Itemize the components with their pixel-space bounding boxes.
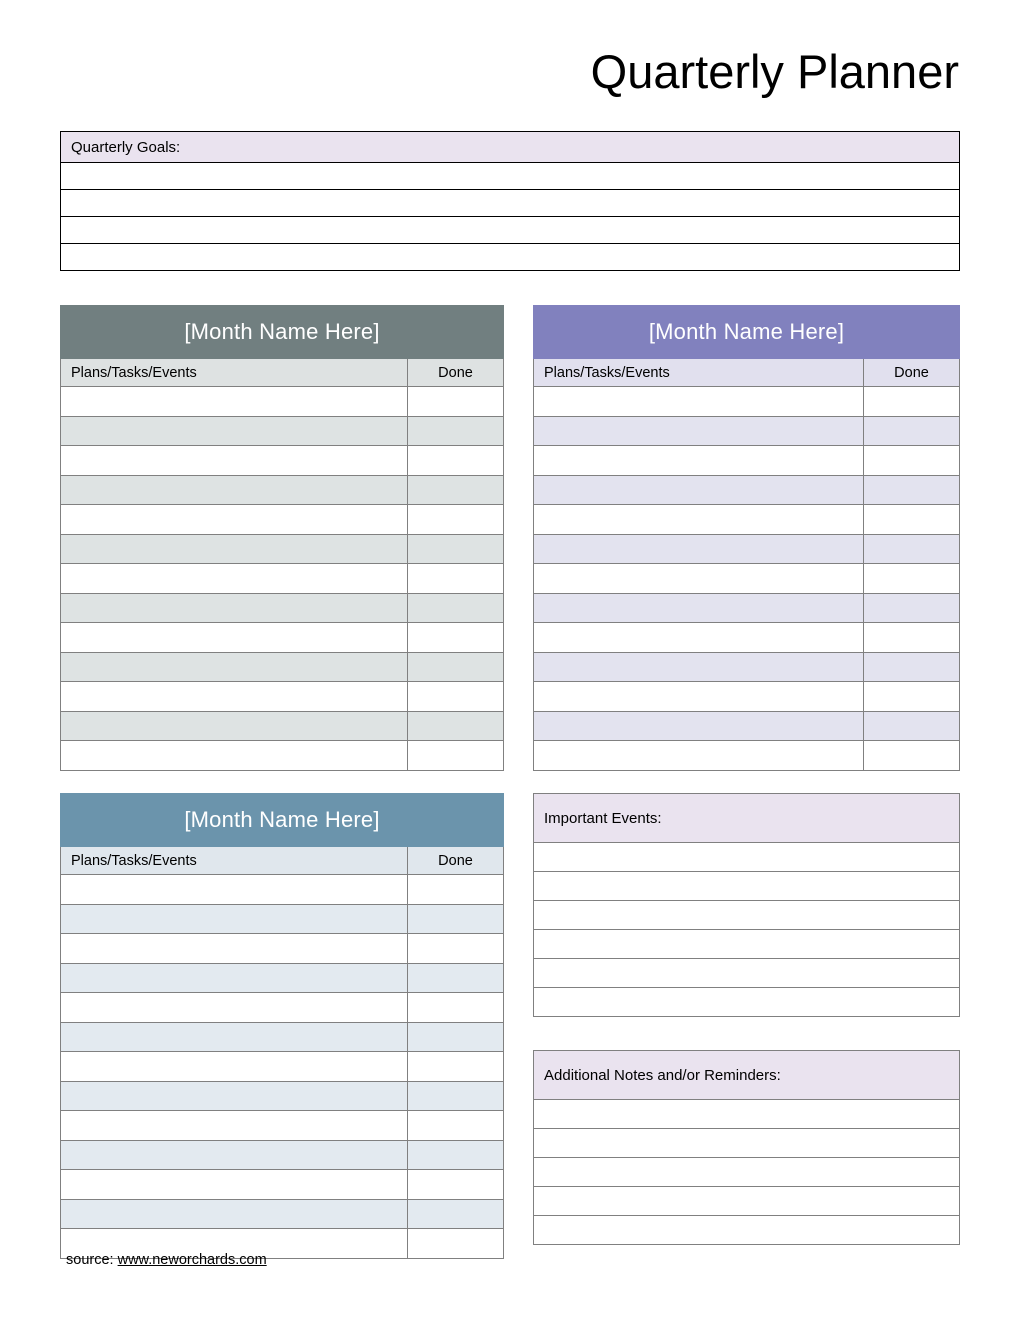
month-1-row [61, 652, 504, 682]
important-events-header-label: Important Events: [534, 794, 960, 843]
month-1-row-done-cell[interactable] [408, 505, 504, 535]
month-2-row-done-cell[interactable] [864, 741, 960, 771]
month-1-row-plan-cell[interactable] [61, 475, 408, 505]
quarterly-goals-rows [61, 163, 960, 271]
month-3-row-done-cell[interactable] [408, 875, 504, 905]
month-3-row [61, 1199, 504, 1229]
quarterly-goals-row [61, 190, 960, 217]
month-3-row-done-cell[interactable] [408, 1170, 504, 1200]
source-line [66, 1252, 267, 1268]
additional-notes-table [533, 1050, 960, 1245]
additional-notes-rows [534, 1100, 960, 1245]
month-3-row [61, 993, 504, 1023]
month-3-row-done-cell[interactable] [408, 1052, 504, 1082]
month-3-row [61, 1140, 504, 1170]
important-events-row [534, 988, 960, 1017]
quarterly-goals-row-cell[interactable] [61, 217, 960, 244]
month-2-row-plan-cell[interactable] [534, 564, 864, 594]
month-2-row [534, 564, 960, 594]
additional-notes-header-label: Additional Notes and/or Reminders: [534, 1051, 960, 1100]
additional-notes-row-cell[interactable] [534, 1158, 960, 1187]
month-2-row [534, 534, 960, 564]
month-2-row-plan-cell[interactable] [534, 416, 864, 446]
month-2-row-plan-cell[interactable] [534, 446, 864, 476]
additional-notes-row [534, 1100, 960, 1129]
month-3-rows [61, 875, 504, 1259]
month-3-row [61, 1081, 504, 1111]
month-1-row [61, 741, 504, 771]
month-3-title[interactable]: [Month Name Here] [61, 794, 504, 847]
important-events-row-cell[interactable] [534, 872, 960, 901]
month-1-row-plan-cell[interactable] [61, 711, 408, 741]
month-1-row-plan-cell[interactable] [61, 446, 408, 476]
month-1-title[interactable]: [Month Name Here] [61, 306, 504, 359]
month-2-title[interactable]: [Month Name Here] [534, 306, 960, 359]
month-1-row-plan-cell[interactable] [61, 416, 408, 446]
month-2-row-plan-cell[interactable] [534, 682, 864, 712]
month-1-row-plan-cell[interactable] [61, 387, 408, 417]
month-3-row [61, 904, 504, 934]
month-2-rows [534, 387, 960, 771]
month-1-row [61, 387, 504, 417]
month-3-column-header-row [61, 847, 504, 875]
month-2-row-done-cell[interactable] [864, 446, 960, 476]
important-events-head [534, 794, 960, 843]
month-2-row-plan-cell[interactable] [534, 387, 864, 417]
month-2-row-plan-cell[interactable] [534, 623, 864, 653]
month-3-row-done-cell[interactable] [408, 1111, 504, 1141]
month-2-row-done-cell[interactable] [864, 387, 960, 417]
month-1-title-row [61, 306, 504, 359]
quarterly-goals-header-row [61, 132, 960, 163]
additional-notes-row [534, 1216, 960, 1245]
month-2-row-plan-cell[interactable] [534, 711, 864, 741]
quarterly-goals-row [61, 163, 960, 190]
month-3-row-done-cell[interactable] [408, 1081, 504, 1111]
quarterly-goals-body [61, 132, 960, 163]
month-1-row [61, 534, 504, 564]
month-2-row-done-cell[interactable] [864, 534, 960, 564]
month-1-row [61, 711, 504, 741]
additional-notes-row-cell[interactable] [534, 1187, 960, 1216]
important-events-row [534, 872, 960, 901]
month-3-row-done-cell[interactable] [408, 934, 504, 964]
month-2-row-done-cell[interactable] [864, 564, 960, 594]
month-3-row [61, 963, 504, 993]
month-3-row [61, 934, 504, 964]
month-3-row [61, 1022, 504, 1052]
month-3-row-plan-cell[interactable] [61, 904, 408, 934]
important-events-row-cell[interactable] [534, 930, 960, 959]
month-2-row [534, 741, 960, 771]
month-1-row-done-cell[interactable] [408, 741, 504, 771]
month-2-row-plan-cell[interactable] [534, 652, 864, 682]
month-1-row [61, 505, 504, 535]
month-3-row-plan-cell[interactable] [61, 1140, 408, 1170]
month-3-row-plan-cell[interactable] [61, 993, 408, 1023]
month-2-row-done-cell[interactable] [864, 475, 960, 505]
additional-notes-row-cell[interactable] [534, 1216, 960, 1245]
month-2-row [534, 446, 960, 476]
month-1-row-done-cell[interactable] [408, 475, 504, 505]
month-1-row-done-cell[interactable] [408, 593, 504, 623]
important-events-rows [534, 843, 960, 1017]
month-2-row-done-cell[interactable] [864, 623, 960, 653]
month-3-row-done-cell[interactable] [408, 1199, 504, 1229]
month-2-row [534, 593, 960, 623]
month-3-row-plan-cell[interactable] [61, 1022, 408, 1052]
month-2-row [534, 416, 960, 446]
additional-notes-row [534, 1129, 960, 1158]
month-3-col-done: Done [408, 847, 504, 875]
quarterly-goals-row-cell[interactable] [61, 244, 960, 271]
month-2-row-plan-cell[interactable] [534, 593, 864, 623]
month-2-row [534, 387, 960, 417]
important-events-header-row [534, 794, 960, 843]
month-3-row-done-cell[interactable] [408, 904, 504, 934]
quarterly-goals-table [60, 131, 960, 271]
additional-notes-head [534, 1051, 960, 1100]
important-events-table [533, 793, 960, 1017]
month-2-row [534, 711, 960, 741]
month-1-row-plan-cell[interactable] [61, 593, 408, 623]
month-3-row-plan-cell[interactable] [61, 1170, 408, 1200]
month-2-row-done-cell[interactable] [864, 652, 960, 682]
month-3-row-done-cell[interactable] [408, 1140, 504, 1170]
month-3-row-plan-cell[interactable] [61, 1111, 408, 1141]
month-3-title-row [61, 794, 504, 847]
important-events-row-cell[interactable] [534, 901, 960, 930]
month-1-row [61, 564, 504, 594]
important-events-row-cell[interactable] [534, 959, 960, 988]
month-2-title-row [534, 306, 960, 359]
month-2-row [534, 505, 960, 535]
month-2-head [534, 306, 960, 387]
month-3-row-plan-cell[interactable] [61, 963, 408, 993]
important-events-row [534, 901, 960, 930]
month-3-row [61, 875, 504, 905]
month-1-col-plans: Plans/Tasks/Events [61, 359, 408, 387]
month-2-row-plan-cell[interactable] [534, 534, 864, 564]
important-events-row [534, 959, 960, 988]
month-1-head [61, 306, 504, 387]
month-2-row-done-cell[interactable] [864, 505, 960, 535]
month-2-row-plan-cell[interactable] [534, 741, 864, 771]
month-2-row-done-cell[interactable] [864, 711, 960, 741]
month-1-row-plan-cell[interactable] [61, 623, 408, 653]
month-1-row [61, 416, 504, 446]
month-3-row-plan-cell[interactable] [61, 875, 408, 905]
month-1-table [60, 305, 504, 771]
month-2-row-done-cell[interactable] [864, 682, 960, 712]
month-3-row-plan-cell[interactable] [61, 1052, 408, 1082]
quarterly-goals-row-cell[interactable] [61, 190, 960, 217]
additional-notes-row [534, 1158, 960, 1187]
month-3-row-done-cell[interactable] [408, 1229, 504, 1259]
month-3-head [61, 794, 504, 875]
month-1-row-done-cell[interactable] [408, 446, 504, 476]
month-2-row [534, 682, 960, 712]
month-1-col-done: Done [408, 359, 504, 387]
month-1-row-done-cell[interactable] [408, 387, 504, 417]
important-events-row [534, 930, 960, 959]
month-2-row-plan-cell[interactable] [534, 505, 864, 535]
additional-notes-header-row [534, 1051, 960, 1100]
quarterly-goals-row-cell[interactable] [61, 163, 960, 190]
month-2-column-header-row [534, 359, 960, 387]
month-3-row [61, 1170, 504, 1200]
quarterly-goals-row [61, 244, 960, 271]
month-2-col-plans: Plans/Tasks/Events [534, 359, 864, 387]
month-1-row-plan-cell[interactable] [61, 564, 408, 594]
month-1-row [61, 446, 504, 476]
month-1-row-done-cell[interactable] [408, 682, 504, 712]
month-3-col-plans: Plans/Tasks/Events [61, 847, 408, 875]
month-1-row-plan-cell[interactable] [61, 505, 408, 535]
month-1-row-done-cell[interactable] [408, 416, 504, 446]
month-3-row-done-cell[interactable] [408, 993, 504, 1023]
quarterly-goals-row [61, 217, 960, 244]
month-1-rows [61, 387, 504, 771]
quarterly-goals-header-label: Quarterly Goals: [61, 132, 960, 163]
month-1-column-header-row [61, 359, 504, 387]
month-1-row-done-cell[interactable] [408, 534, 504, 564]
month-3-row [61, 1111, 504, 1141]
month-3-row [61, 1052, 504, 1082]
month-1-row-done-cell[interactable] [408, 564, 504, 594]
important-events-row-cell[interactable] [534, 988, 960, 1017]
month-1-row [61, 623, 504, 653]
month-1-row-plan-cell[interactable] [61, 534, 408, 564]
month-2-row [534, 623, 960, 653]
page-title: Quarterly Planner [590, 45, 959, 98]
month-2-row-plan-cell[interactable] [534, 475, 864, 505]
month-3-table [60, 793, 504, 1259]
source-prefix: source: [66, 1252, 118, 1268]
source-url-link[interactable]: www.neworchards.com [117, 1252, 267, 1268]
month-1-row-done-cell[interactable] [408, 711, 504, 741]
month-1-row-done-cell[interactable] [408, 652, 504, 682]
month-1-row-plan-cell[interactable] [61, 652, 408, 682]
month-3-row-plan-cell[interactable] [61, 934, 408, 964]
additional-notes-row [534, 1187, 960, 1216]
month-2-row-done-cell[interactable] [864, 593, 960, 623]
month-2-row [534, 475, 960, 505]
additional-notes-row-cell[interactable] [534, 1129, 960, 1158]
month-2-row [534, 652, 960, 682]
month-1-row [61, 475, 504, 505]
month-3-row-done-cell[interactable] [408, 1022, 504, 1052]
month-1-row [61, 593, 504, 623]
month-2-table [533, 305, 960, 771]
important-events-row-cell[interactable] [534, 843, 960, 872]
month-1-row-done-cell[interactable] [408, 623, 504, 653]
month-3-row-done-cell[interactable] [408, 963, 504, 993]
additional-notes-row-cell[interactable] [534, 1100, 960, 1129]
month-3-row-plan-cell[interactable] [61, 1081, 408, 1111]
important-events-row [534, 843, 960, 872]
month-2-row-done-cell[interactable] [864, 416, 960, 446]
month-1-row [61, 682, 504, 712]
month-2-col-done: Done [864, 359, 960, 387]
month-1-row-plan-cell[interactable] [61, 741, 408, 771]
month-3-row-plan-cell[interactable] [61, 1199, 408, 1229]
month-1-row-plan-cell[interactable] [61, 682, 408, 712]
